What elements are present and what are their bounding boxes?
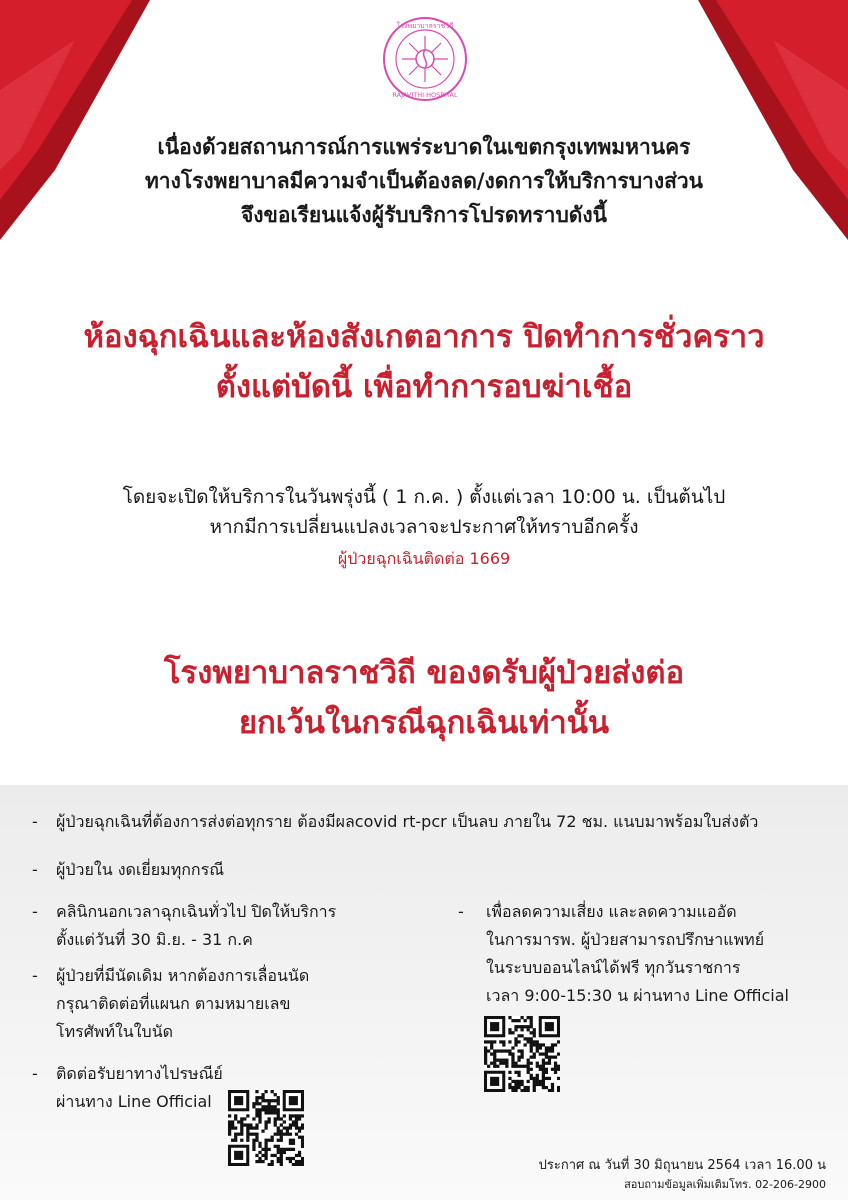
notice-appointment [32,962,309,1046]
intro-line-3: จึงขอเรียนแจ้งผู้รับบริการโปรดทราบดังนี้ [240,203,608,227]
notice-appointment-line-2: กรุณาติดต่อที่แผนก ตามหมายเลข [56,994,291,1013]
notice-mail-medicine [32,1060,223,1116]
intro-line-2: ทางโรงพยาบาลมีความจำเป็นต้องลด/งดการให้บริการบางส่วน [144,169,704,193]
notice-online-line-4: เวลา 9:00-15:30 น ผ่านทาง Line Official [486,986,789,1005]
notice-online-line-3: ในระบบออนไลน์ได้ฟรี ทุกวันราชการ [486,958,741,977]
bullet-dash: - [32,812,38,831]
inquiry-phone: สอบถามข้อมูลเพิ่มเติมโทร. 02-206-2900 [624,1178,826,1191]
rajavithi-hospital-logo [382,16,468,102]
notice-inpatient [32,856,224,884]
referral-suspension-headline-line-1: โรงพยาบาลราชวิถี ของดรับผู้ป่วยส่งต่อ [163,655,685,691]
emergency-hotline: ผู้ป่วยฉุกเฉินติดต่อ 1669 [337,549,511,568]
reopening-info [0,482,848,576]
referral-suspension-headline [0,648,848,748]
notice-referral-text: ผู้ป่วยฉุกเฉินที่ต้องการส่งต่อทุกราย ต้องมีผลcovid rt-pcr เป็นลบ ภายใน 72 ชม. แนบมาพร้อมใบส่งตัว [56,812,759,831]
notice-clinic-line-2: ตั้งแต่วันที่ 30 มิ.ย. - 31 ก.ค [56,930,253,949]
bullet-dash: - [458,902,464,921]
notice-online-consult [458,898,789,1010]
logo-top-text: โรงพยาบาลราชวิถี [396,22,454,30]
bullet-dash: - [32,966,38,985]
er-closure-headline-line-1: ห้องฉุกเฉินและห้องสังเกตอาการ ปิดทำการชั่วคราว [83,319,765,355]
notice-referral [32,808,758,836]
logo-ring-text: RAJAVITHI HOSPITAL [392,91,458,99]
qr-code-online-consult[interactable] [484,1016,560,1092]
reopening-info-line-2: หากมีการเปลี่ยนแปลงเวลาจะประกาศให้ทราบอีกครั้ง [209,516,639,538]
notice-mail-line-2: ผ่านทาง Line Official [56,1092,212,1111]
referral-suspension-headline-line-2: ยกเว้นในกรณีฉุกเฉินเท่านั้น [238,705,610,741]
announcement-date: ประกาศ ณ วันที่ 30 มิถุนายน 2564 เวลา 16.00 น [538,1158,826,1173]
notice-appointment-line-1: ผู้ป่วยที่มีนัดเดิม หากต้องการเลื่อนนัด [56,966,310,985]
intro-line-1: เนื่องด้วยสถานการณ์การแพร่ระบาดในเขตกรุงเทพมหานคร [157,135,691,159]
notice-online-line-1: เพื่อลดความเสี่ยง และลดความแออัด [486,902,737,921]
bullet-dash: - [32,860,38,879]
notice-online-line-2: ในการมารพ. ผู้ป่วยสามารถปรึกษาแพทย์ [486,930,765,949]
qr-code-mail-medicine[interactable] [228,1090,304,1166]
intro-paragraph [0,130,848,232]
notice-inpatient-text: ผู้ป่วยใน งดเยี่ยมทุกกรณี [56,860,225,879]
notice-mail-line-1: ติดต่อรับยาทางไปรษณีย์ [56,1064,223,1083]
notice-appointment-line-3: โทรศัพท์ในใบนัด [56,1022,174,1041]
er-closure-headline-line-2: ตั้งแต่บัดนี้ เพื่อทำการอบฆ่าเชื้อ [215,369,633,405]
er-closure-headline [0,312,848,412]
bullet-dash: - [32,902,38,921]
notice-clinic [32,898,336,954]
reopening-info-line-1: โดยจะเปิดให้บริการในวันพรุ่งนี้ ( 1 ก.ค. ) ตั้งแต่เวลา 10:00 น. เป็นต้นไป [122,486,726,508]
bullet-dash: - [32,1064,38,1083]
notice-clinic-line-1: คลินิกนอกเวลาฉุกเฉินทั่วไป ปิดให้บริการ [56,902,337,921]
